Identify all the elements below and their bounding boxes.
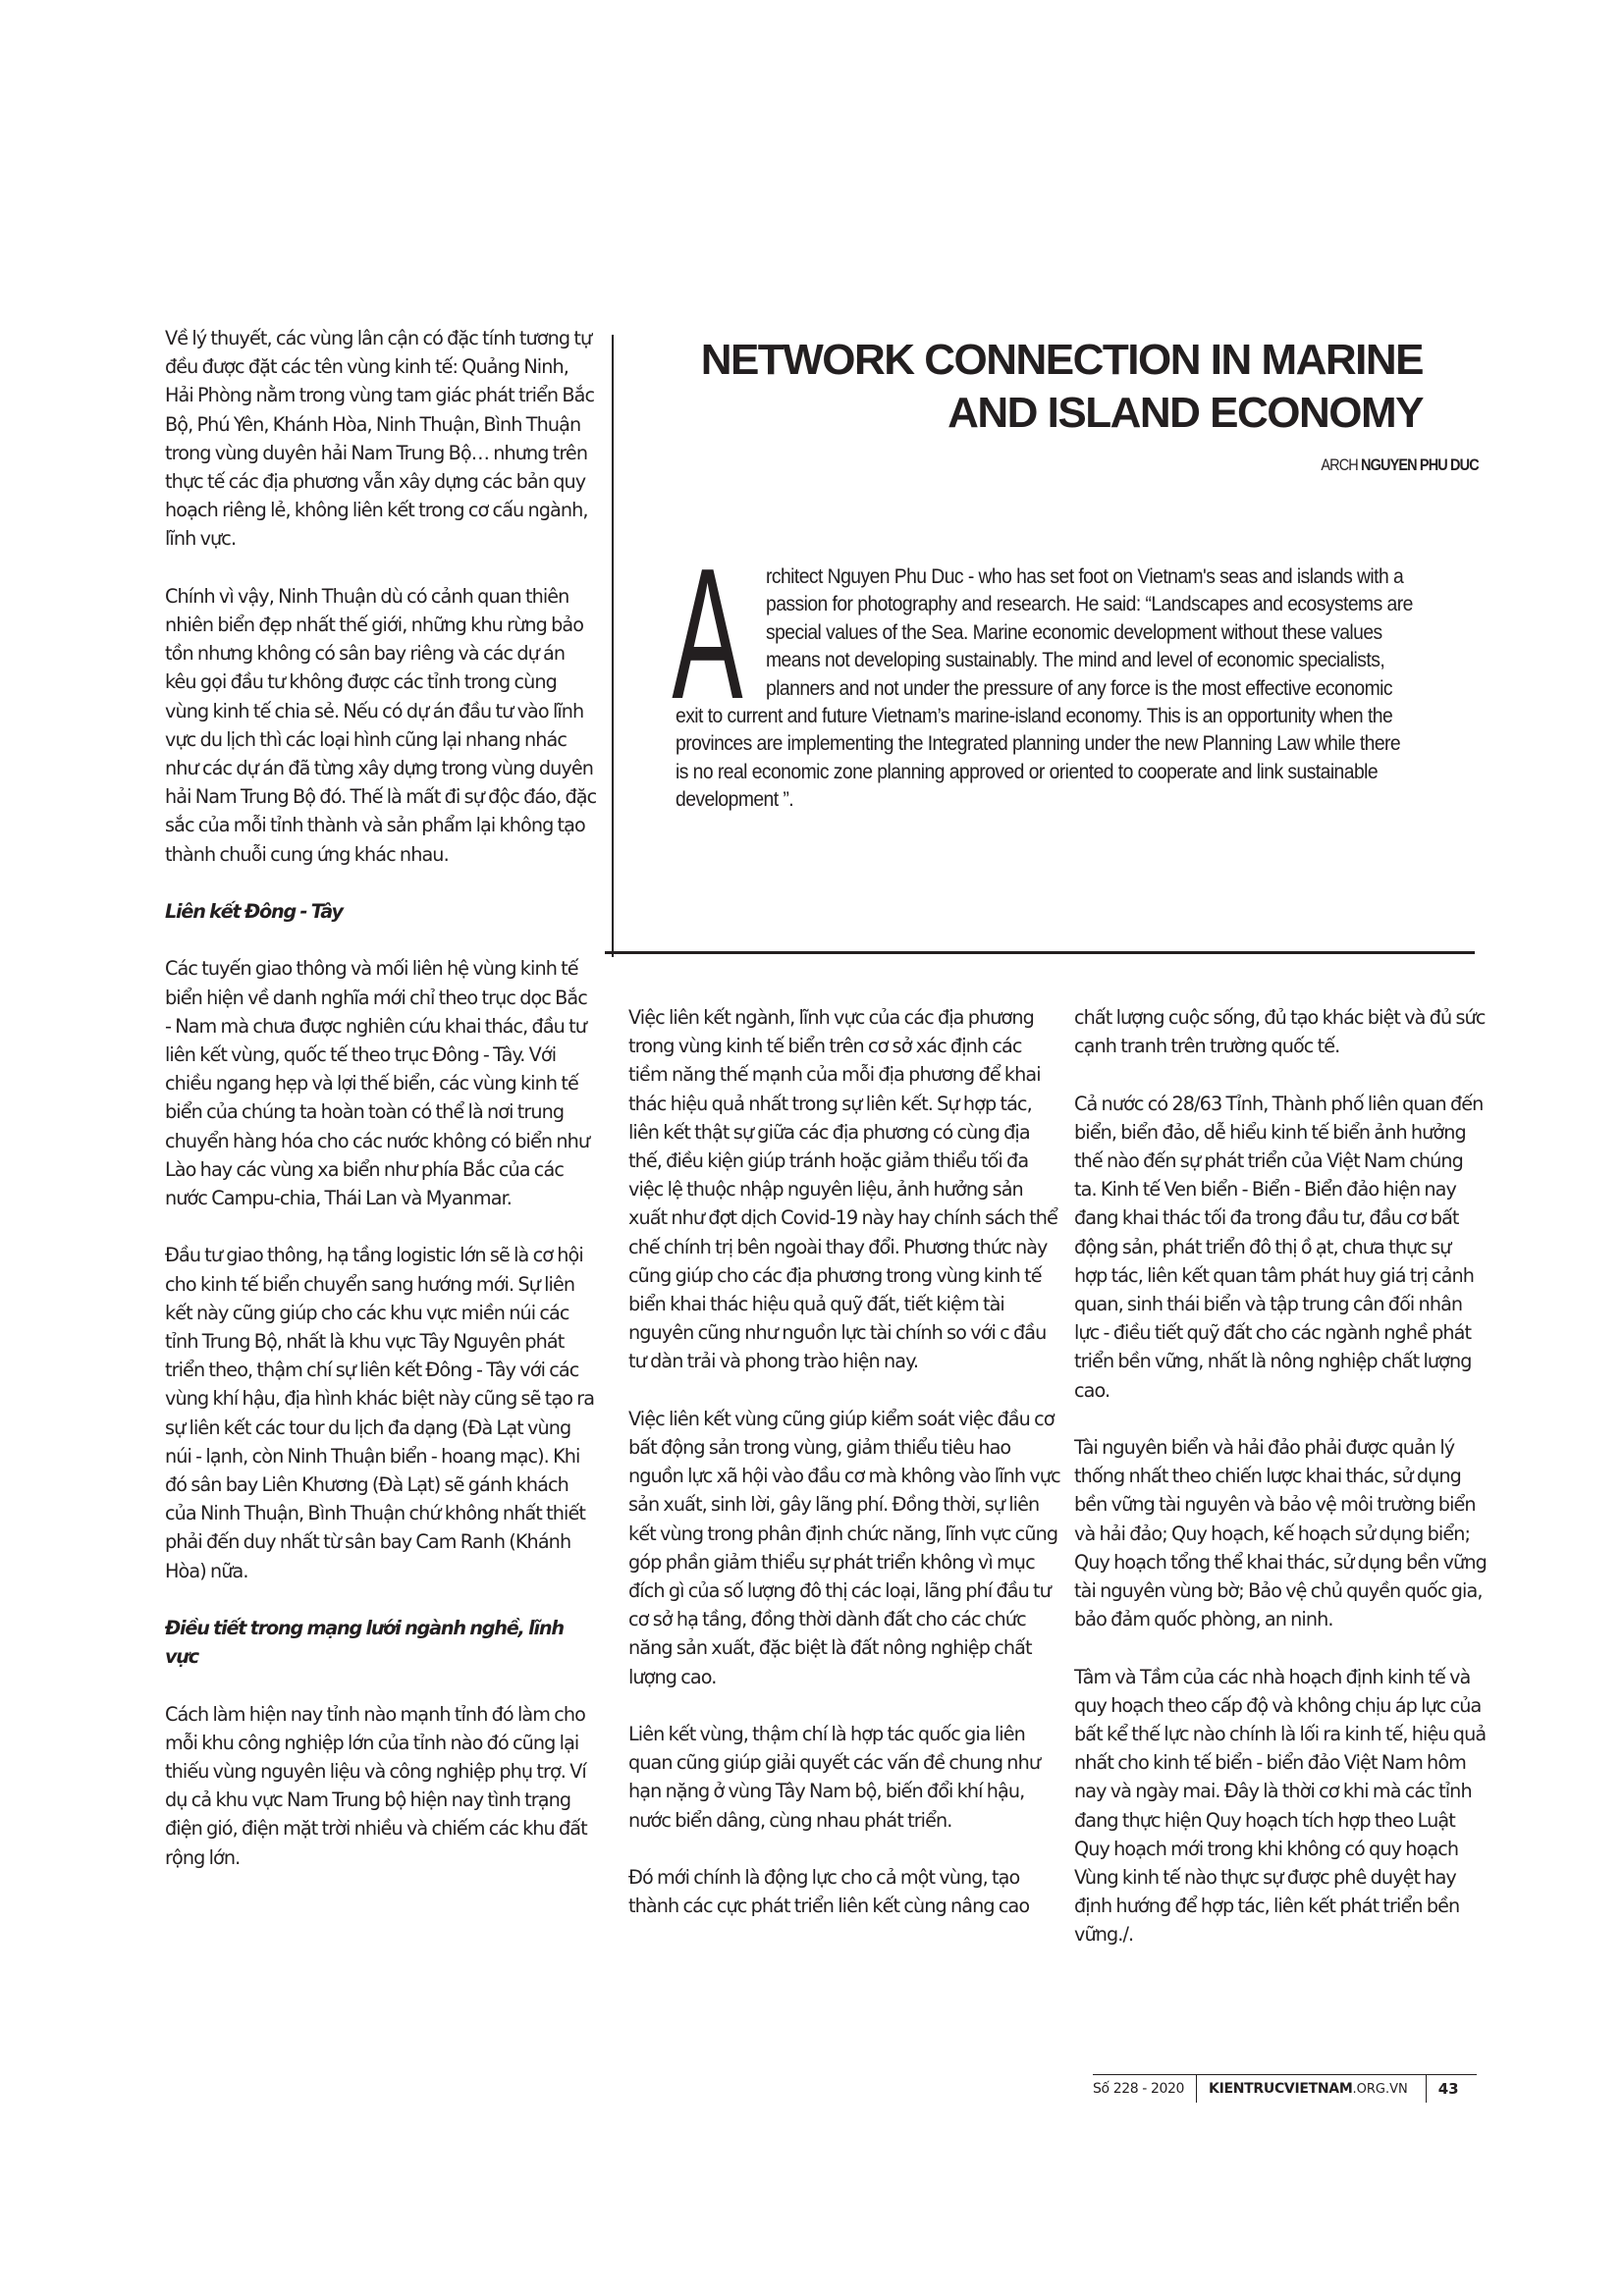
page-number: 43 [1437, 2080, 1459, 2098]
paragraph: Tâm và Tầm của các nhà hoạch định kinh tế và quy hoạch theo cấp độ và không chịu áp lực của bất kể thế lực nào chính là lối ra kinh tế, hiệu quả nhất cho kinh tế biển - biển đảo Việt Nam hôm nay và ngày mai. Đây là thời cơ khi mà các tỉnh đang thực hiện Quy hoạch tích hợp theo Luật Quy hoạch mới trong khi không có quy hoạch Vùng kinh tế nào thực sự được phê duyệt hay định hướng để hợp tác, liên kết phát triển bền vững./. [1074, 1665, 1487, 1947]
site-brand: KIENTRUCVIETNAM [1209, 2081, 1353, 2097]
author-name: NGUYEN PHU DUC [1361, 455, 1479, 474]
intro-text: rchitect Nguyen Phu Duc - who has set foot on Vietnam's seas and islands with a passion for photography and research. He said: “Landscapes and ecosystems are special values of the Sea. Marine economic development without these values means not developing sustainably. The mind and level of economic specialists, planners and not under the pressure of any force is the most effective economic exit to current and future Vietnam’s marine-island economy. This is an opportunity when the provinces are implementing the Integrated planning under the new Planning Law while there is no real economic zone planning approved or oriented to cooperate and link sustainable development ”. [676, 565, 1413, 812]
paragraph: Việc liên kết ngành, lĩnh vực của các địa phương trong vùng kinh tế biển trên cơ sở xác định các tiềm năng thế mạnh của mỗi địa phương để khai thác hiệu quả nhất trong sự liên kết. Sự hợp tác, liên kết thật sự giữa các địa phương có cùng địa thế, điều kiện giúp tránh hoặc giảm thiểu tối đa việc lệ thuộc nhập nguyên liệu, ảnh hưởng sản xuất như đợt dịch Covid-19 này hay chính sách thể chế chính trị bên ngoài thay đổi. Phương thức này cũng giúp cho các địa phương trong vùng kinh tế biển khai thác hiệu quả quỹ đất, tiết kiệm tài nguyên cũng như nguồn lực tài chính so với c đầu tư dàn trải và phong trào hiện nay. [628, 1006, 1057, 1373]
horizontal-divider [605, 951, 1475, 954]
drop-cap: A [672, 530, 743, 738]
paragraph: chất lượng cuộc sống, đủ tạo khác biệt và đủ sức cạnh tranh trên trường quốc tế. [1074, 1006, 1486, 1058]
paragraph: Các tuyến giao thông và mối liên hệ vùng kinh tế biển hiện về danh nghĩa mới chỉ theo trục dọc Bắc - Nam mà chưa được nghiên cứu khai thác, đầu tư liên kết vùng, quốc tế theo trục Đông - Tây. Với chiều ngang hẹp và lợi thế biển, các vùng kinh tế biển của chúng ta hoàn toàn có thể là nơi trung chuyển hàng hóa cho các nước không có biển như Lào hay các vùng xa biển như phía Bắc của các nước Campu-chia, Thái Lan và Myanmar. [165, 957, 590, 1210]
paragraph: Về lý thuyết, các vùng lân cận có đặc tính tương tự đều được đặt các tên vùng kinh tế: Quảng Ninh, Hải Phòng nằm trong vùng tam giác phát triển Bắc Bộ, Phú Yên, Khánh Hòa, Ninh Thuận, Bình Thuận trong vùng duyên hải Nam Trung Bộ… nhưng trên thực tế các địa phương vẫn xây dựng các bản quy hoạch riêng lẻ, không liên kết trong cơ cấu ngành, lĩnh vực. [165, 327, 595, 551]
paragraph: Cách làm hiện nay tỉnh nào mạnh tỉnh đó làm cho mỗi khu công nghiệp lớn của tỉnh nào đó cũng lại thiếu vùng nguyên liệu và công nghiệp phụ trợ. Ví dụ cả khu vực Nam Trung bộ hiện nay tình trạng điện gió, điện mặt trời nhiều và chiếm các khu đất rộng lớn. [165, 1702, 587, 1869]
paragraph: Việc liên kết vùng cũng giúp kiểm soát việc đầu cơ bất động sản trong vùng, giảm thiểu tiêu hao nguồn lực xã hội vào đầu cơ mà không vào lĩnh vực sản xuất, sinh lời, gây lãng phí. Đồng thời, sự liên kết vùng trong phân định chức năng, lĩnh vực cũng góp phần giảm thiểu sự phát triển không vì mục đích gì của số lượng đô thị các loại, lãng phí đầu tư cơ sở hạ tầng, đồng thời dành đất cho các chức năng sản xuất, đặc biệt là đất nông nghiệp chất lượng cao. [628, 1407, 1060, 1688]
byline [1322, 455, 1479, 475]
right-column [1074, 1003, 1487, 1949]
paragraph: Cả nước có 28/63 Tỉnh, Thành phố liên quan đến biển, biển đảo, dễ hiểu kinh tế biển ảnh hưởng thế nào đến sự phát triển của Việt Nam chúng ta. Kinh tế Ven biển - Biển - Biển đảo hiện nay đang khai thác tối đa trong đầu tư, đầu cơ bất động sản, phát triển đô thị ồ ạt, chưa thực sự hợp tác, liên kết quan tâm phát huy giá trị cảnh quan, sinh thái biển và tập trung cân đối nhân lực - điều tiết quỹ đất cho các ngành nghề phát triển bền vững, nhất là nông nghiệp chất lượng cao. [1074, 1092, 1484, 1402]
paragraph: Chính vì vậy, Ninh Thuận dù có cảnh quan thiên nhiên biển đẹp nhất thế giới, những khu rừng bảo tồn nhưng không có sân bay riêng và các dự án kêu gọi đầu tư không được các tỉnh trong cùng vùng kinh tế chia sẻ. Nếu có dự án đầu tư vào lĩnh vực du lịch thì các loại hình cũng lại nhang nhác như các dự án đã từng xây dựng trong vùng duyên hải Nam Trung Bộ đó. Thế là mất đi sự độc đáo, đặc sắc của mỗi tỉnh thành và sản phẩm lại không tạo thành chuỗi cung ứng khác nhau. [165, 584, 597, 866]
paragraph: Tài nguyên biển và hải đảo phải được quản lý thống nhất theo chiến lược khai thác, sử dụng bền vững tài nguyên và bảo vệ môi trường biển và hải đảo; Quy hoạch, kế hoạch sử dụng biển; Quy hoạch tổng thể khai thác, sử dụng bền vững tài nguyên vùng bờ; Bảo vệ chủ quyền quốc gia, bảo đảm quốc phòng, an ninh. [1074, 1436, 1487, 1631]
intro-paragraph [672, 530, 1416, 815]
section-heading: Liên kết Đông - Tây [165, 900, 343, 924]
paragraph: Đầu tư giao thông, hạ tầng logistic lớn sẽ là cơ hội cho kinh tế biển chuyển sang hướng mới. Sự liên kết này cũng giúp cho các khu vực miền núi các tỉnh Trung Bộ, nhất là khu vực Tây Nguyên phát triển theo, thậm chí sự liên kết Đông - Tây với các vùng khí hậu, địa hình khác biệt này cũng sẽ tạo ra sự liên kết các tour du lịch đa dạng (Đà Lạt vùng núi - lạnh, còn Ninh Thuận biển - hoang mạc). Khi đó sân bay Liên Khương (Đà Lạt) sẽ gánh khách của Ninh Thuận, Bình Thuận chứ không nhất thiết phải đến duy nhất từ sân bay Cam Ranh (Khánh Hòa) nữa. [165, 1244, 595, 1582]
paragraph: Liên kết vùng, thậm chí là hợp tác quốc gia liên quan cũng giúp giải quyết các vấn đề chung như hạn nặng ở vùng Tây Nam bộ, biến đổi khí hậu, nước biển dâng, cùng nhau phát triển. [628, 1723, 1041, 1832]
website-link[interactable] [1197, 2081, 1426, 2097]
middle-column [628, 1003, 1060, 1920]
left-column [165, 324, 597, 1872]
paragraph: Đó mới chính là động lực cho cả một vùng, tạo thành các cực phát triển liên kết cùng nâng cao [628, 1866, 1030, 1918]
site-domain: .ORG.VN [1352, 2082, 1408, 2097]
byline-prefix: ARCH [1321, 455, 1359, 474]
issue-number: Số 228 - 2020 [1093, 2081, 1185, 2097]
page-footer [1093, 2075, 1459, 2103]
article-title [618, 334, 1423, 440]
vertical-divider [612, 335, 614, 957]
title-line-2: AND ISLAND ECONOMY [947, 389, 1423, 437]
section-heading: Điều tiết trong mạng lưới ngành nghề, lĩnh vực [165, 1617, 564, 1669]
title-line-1: NETWORK CONNECTION IN MARINE [700, 336, 1423, 384]
